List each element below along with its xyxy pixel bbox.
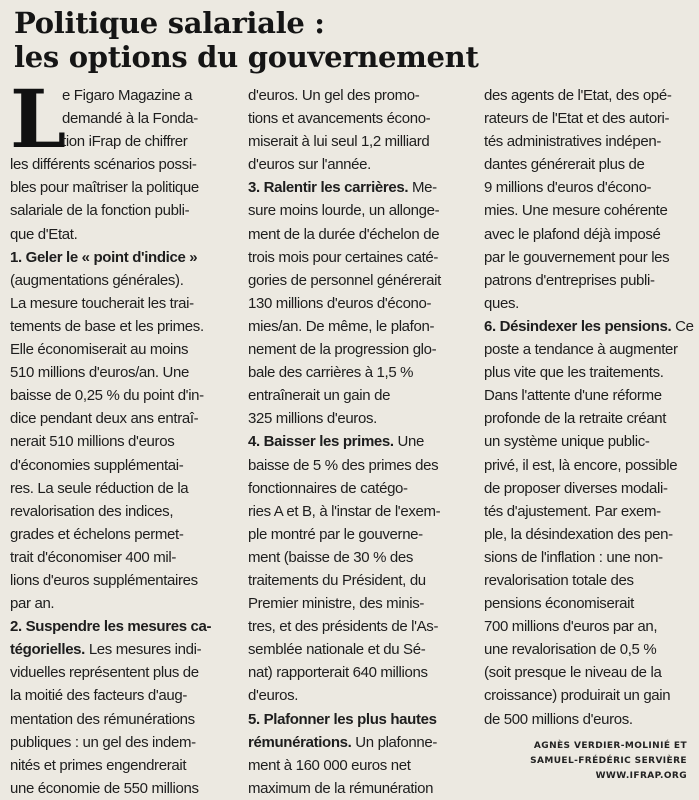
text-line: viduelles représentent plus de xyxy=(10,664,199,682)
text-line: ries A et B, à l'instar de l'exem- xyxy=(248,502,441,520)
section-6-heading: 6. Désindexer les pensions. xyxy=(484,317,672,335)
text-line: tements de base et les primes. xyxy=(10,317,204,335)
text-line: Dans l'attente d'une réforme xyxy=(484,387,662,405)
title-line-2: les options du gouvernement xyxy=(14,40,479,74)
text-line: 9 millions d'euros d'écono- xyxy=(484,179,652,197)
text-line: ple, la désindexation des pen- xyxy=(484,525,673,543)
author-signature-line-2: SAMUEL-FRÉDÉRIC SERVIÈRE xyxy=(530,756,687,766)
text-line: grades et échelons permet- xyxy=(10,525,184,543)
text-line: res. La seule réduction de la xyxy=(10,479,189,497)
text-line: ment de la durée d'échelon de xyxy=(248,225,440,243)
section-2-heading-end: tégorielles. xyxy=(10,641,85,659)
text-line: bles pour maîtriser la politique xyxy=(10,179,199,197)
text-line: tres, et des présidents de l'As- xyxy=(248,618,439,636)
text-line: nités et primes engendrerait xyxy=(10,756,187,774)
text-line xyxy=(248,430,476,453)
text-line: 130 millions d'euros d'écono- xyxy=(248,294,432,312)
text-line: les différents scénarios possi- xyxy=(10,156,197,174)
section-4 xyxy=(248,430,476,707)
text-line: tés d'ajustement. Par exem- xyxy=(484,502,661,520)
text-line: d'économies supplémentai- xyxy=(10,456,184,474)
column-1 xyxy=(10,72,236,800)
text-fragment: Me- xyxy=(408,179,437,197)
text-line: entraînerait un gain de xyxy=(248,387,391,405)
text-line: Premier ministre, des minis- xyxy=(248,595,425,613)
column-3 xyxy=(484,84,694,731)
text-line: ment à 160 000 euros net xyxy=(248,756,411,774)
text-line: d'euros sur l'année. xyxy=(248,156,371,174)
text-fragment: Une xyxy=(393,433,425,451)
text-line: bale des carrières à 1,5 % xyxy=(248,364,414,382)
text-line: lions d'euros supplémentaires xyxy=(10,571,198,589)
text-line: ment (baisse de 30 % des xyxy=(248,548,414,566)
text-line xyxy=(484,315,694,338)
text-line: d'euros. xyxy=(248,687,299,705)
text-line: miserait à lui seul 1,2 milliard xyxy=(248,133,430,151)
section-5-heading: 5. Plafonner les plus hautes xyxy=(248,710,437,728)
text-line: 325 millions d'euros. xyxy=(248,410,377,428)
text-line: Elle économiserait au moins xyxy=(10,341,189,359)
text-line: plus vite que les traitements. xyxy=(484,364,664,382)
section-5-heading-end: rémunérations. xyxy=(248,733,352,751)
section-1 xyxy=(10,246,236,616)
text-line: la moitié des facteurs d'aug- xyxy=(10,687,187,705)
text-line: nement de la progression glo- xyxy=(248,341,437,359)
author-signature-line-1: AGNÈS VERDIER-MOLINIÉ ET xyxy=(533,741,687,751)
section-2 xyxy=(10,615,236,800)
intro-paragraph xyxy=(10,72,236,246)
text-line: maximum de la rémunération xyxy=(248,779,434,797)
text-line: poste a tendance à augmenter xyxy=(484,341,678,359)
text-line: baisse de 5 % des primes des xyxy=(248,456,439,474)
text-line: (augmentations générales). xyxy=(10,271,184,289)
text-line: dice pendant deux ans entraî- xyxy=(10,410,199,428)
text-line: rateurs de l'Etat et des autori- xyxy=(484,110,670,128)
text-line: des agents de l'Etat, des opé- xyxy=(484,87,672,104)
text-line: par le gouvernement pour les xyxy=(484,248,670,266)
text-line: La mesure toucherait les trai- xyxy=(10,294,194,312)
text-line: baisse de 0,25 % du point d'in- xyxy=(10,387,204,405)
text-line: publiques : un gel des indem- xyxy=(10,733,196,751)
text-line: ple montré par le gouverne- xyxy=(248,525,423,543)
text-line: une revalorisation de 0,5 % xyxy=(484,641,657,659)
text-line: salariale de la fonction publi- xyxy=(10,202,190,220)
title-line-1: Politique salariale : xyxy=(14,6,325,40)
section-5-continued xyxy=(484,84,694,315)
text-line: fonctionnaires de catégo- xyxy=(248,479,408,497)
text-line: mies. Une mesure cohérente xyxy=(484,202,668,220)
text-line: 700 millions d'euros par an, xyxy=(484,618,658,636)
section-3 xyxy=(248,176,476,430)
section-3-heading: 3. Ralentir les carrières. xyxy=(248,179,409,197)
column-2 xyxy=(248,84,476,800)
text-line: nerait 510 millions d'euros xyxy=(10,433,175,451)
section-2-continued xyxy=(248,84,476,176)
text-fragment: Un plafonne- xyxy=(351,733,437,751)
text-line: une économie de 550 millions xyxy=(10,779,199,797)
text-line: dantes générerait plus de xyxy=(484,156,645,174)
text-line xyxy=(10,638,236,661)
text-line: patrons d'entreprises publi- xyxy=(484,271,655,289)
text-line: un système unique public- xyxy=(484,433,650,451)
article-title xyxy=(14,6,684,74)
text-line: ques. xyxy=(484,294,519,312)
text-fragment: Ce xyxy=(671,317,694,335)
section-4-heading: 4. Baisser les primes. xyxy=(248,433,394,451)
text-line: mentation des rémunérations xyxy=(10,710,195,728)
section-1-heading: 1. Geler le « point d'indice » xyxy=(10,248,198,266)
text-line: de proposer diverses modali- xyxy=(484,479,668,497)
text-line: tions et avancements écono- xyxy=(248,110,431,128)
text-line: privé, il est, là encore, possible xyxy=(484,456,678,474)
section-6 xyxy=(484,315,694,731)
text-line: d'euros. Un gel des promo- xyxy=(248,87,420,104)
text-line: gories de personnel générerait xyxy=(248,271,441,289)
text-line: sions de l'inflation : une non- xyxy=(484,548,663,566)
text-line: traitements du Président, du xyxy=(248,571,426,589)
text-line: tion iFrap de chiffrer xyxy=(62,133,188,151)
text-line: trois mois pour certaines caté- xyxy=(248,248,439,266)
text-line: (soit presque le niveau de la xyxy=(484,664,662,682)
text-line xyxy=(248,731,476,754)
text-line: demandé à la Fonda- xyxy=(62,110,198,128)
text-line: profonde de la retraite créant xyxy=(484,410,667,428)
text-line: mies/an. De même, le plafon- xyxy=(248,317,435,335)
text-line: trait d'économiser 400 mil- xyxy=(10,548,176,566)
text-line: nat) rapporterait 640 millions xyxy=(248,664,428,682)
text-fragment: Les mesures indi- xyxy=(85,641,202,659)
text-line: e Figaro Magazine a xyxy=(62,87,193,104)
text-line: sure moins lourde, un allonge- xyxy=(248,202,440,220)
text-line: par an. xyxy=(10,595,55,613)
text-line: que d'Etat. xyxy=(10,225,78,243)
text-line: tés administratives indépen- xyxy=(484,133,661,151)
section-2-heading: 2. Suspendre les mesures ca- xyxy=(10,618,212,636)
text-line: revalorisation des indices, xyxy=(10,502,174,520)
text-line: revalorisation totale des xyxy=(484,571,634,589)
text-line: pensions économiserait xyxy=(484,595,634,613)
section-5 xyxy=(248,708,476,800)
text-line xyxy=(248,176,476,199)
text-line: semblée nationale et du Sé- xyxy=(248,641,426,659)
text-line: croissance) produirait un gain xyxy=(484,687,671,705)
website-credit: WWW.IFRAP.ORG xyxy=(595,771,687,781)
text-line: de 500 millions d'euros. xyxy=(484,710,633,728)
text-line: 510 millions d'euros/an. Une xyxy=(10,364,190,382)
drop-cap: L xyxy=(10,72,67,166)
text-line: avec le plafond déjà imposé xyxy=(484,225,661,243)
